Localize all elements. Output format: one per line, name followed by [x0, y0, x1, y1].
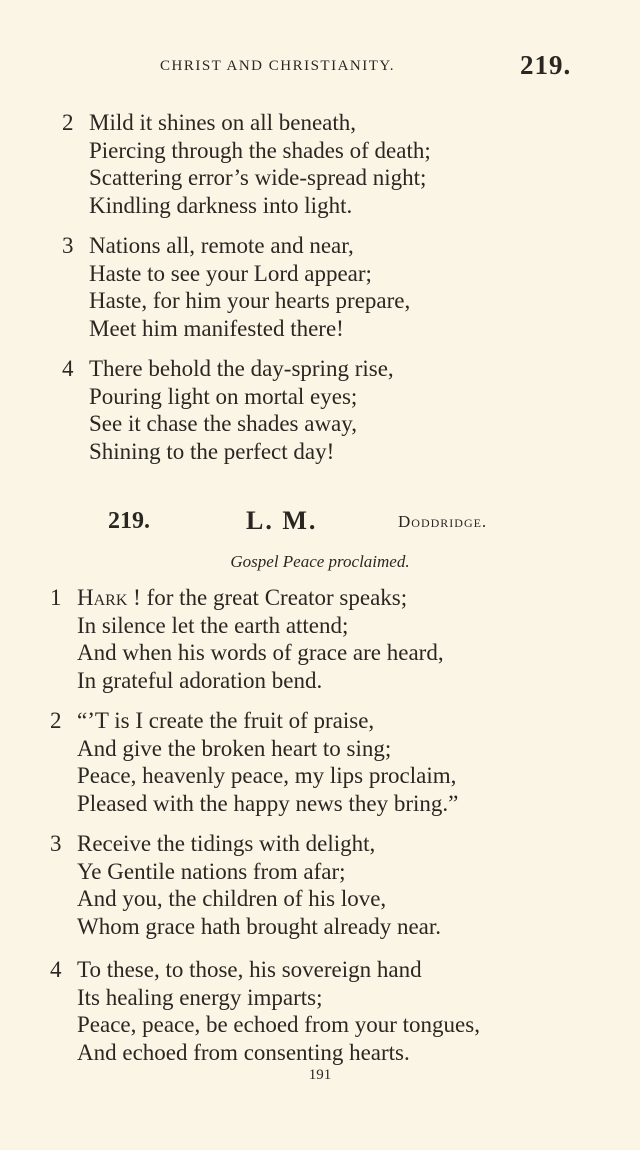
- stanza-number: 4: [62, 356, 74, 381]
- stanza-number: 3: [50, 831, 62, 856]
- stanza-number: 2: [62, 110, 74, 135]
- verse-line: Meet him manifested there!: [89, 315, 344, 341]
- verse-line: Nations all, remote and near,: [89, 233, 354, 258]
- verse-line: In silence let the earth attend;: [77, 612, 349, 638]
- verse-line: Kindling darkness into light.: [89, 192, 353, 218]
- verse-line: Shining to the perfect day!: [89, 438, 335, 464]
- stanza-number: 3: [62, 233, 74, 258]
- verse-line: And give the broken heart to sing;: [77, 735, 392, 761]
- running-head: CHRIST AND CHRISTIANITY.: [160, 58, 396, 74]
- verse-line: And when his words of grace are heard,: [77, 640, 444, 665]
- verse-line: To these, to those, his sovereign hand: [77, 957, 422, 982]
- verse-line: Peace, peace, be echoed from your tongues,: [77, 1012, 480, 1037]
- verse-line: Piercing through the shades of death;: [89, 137, 431, 163]
- verse-line: Scattering error’s wide-spread night;: [89, 165, 427, 190]
- verse-line: Its healing energy imparts;: [77, 984, 323, 1010]
- verse-line: Haste, for him your hearts prepare,: [89, 288, 411, 313]
- hymn-author: Doddridge.: [398, 512, 488, 531]
- verse-line: And echoed from consenting hearts.: [77, 1039, 410, 1065]
- first-word: Hark: [77, 585, 128, 610]
- verse-line: Receive the tidings with delight,: [77, 831, 376, 856]
- page-hymn-number: 219.: [520, 50, 572, 80]
- verse-line: Haste to see your Lord appear;: [89, 260, 372, 286]
- verse-line: In grateful adoration bend.: [77, 667, 323, 693]
- verse-line: Pleased with the happy news they bring.”: [77, 790, 459, 816]
- verse-line: Pouring light on mortal eyes;: [89, 383, 358, 409]
- verse-line: Peace, heavenly peace, my lips proclaim,: [77, 763, 457, 788]
- hymn-number: 219.: [108, 508, 150, 534]
- verse-line: And you, the children of his love,: [77, 886, 387, 911]
- hymn-meter: L. M.: [246, 506, 318, 535]
- hymn-subtitle: Gospel Peace proclaimed.: [230, 552, 410, 571]
- verse-line: Mild it shines on all beneath,: [89, 110, 357, 135]
- stanza-number: 1: [50, 585, 62, 610]
- hymn-header: [0, 506, 640, 540]
- stanza-number: 2: [50, 708, 62, 733]
- page-number: 191: [308, 1067, 332, 1083]
- verse-line: [77, 584, 444, 612]
- first-line-rest: ! for the great Creator speaks;: [133, 585, 408, 610]
- verse-line: See it chase the shades away,: [89, 411, 358, 436]
- verse-line: There behold the day-spring rise,: [89, 356, 394, 381]
- verse-line: “’T is I create the fruit of praise,: [77, 708, 375, 733]
- stanza-number: 4: [50, 957, 62, 982]
- verse-line: Ye Gentile nations from afar;: [77, 858, 346, 884]
- verse-line: Whom grace hath brought already near.: [77, 913, 442, 939]
